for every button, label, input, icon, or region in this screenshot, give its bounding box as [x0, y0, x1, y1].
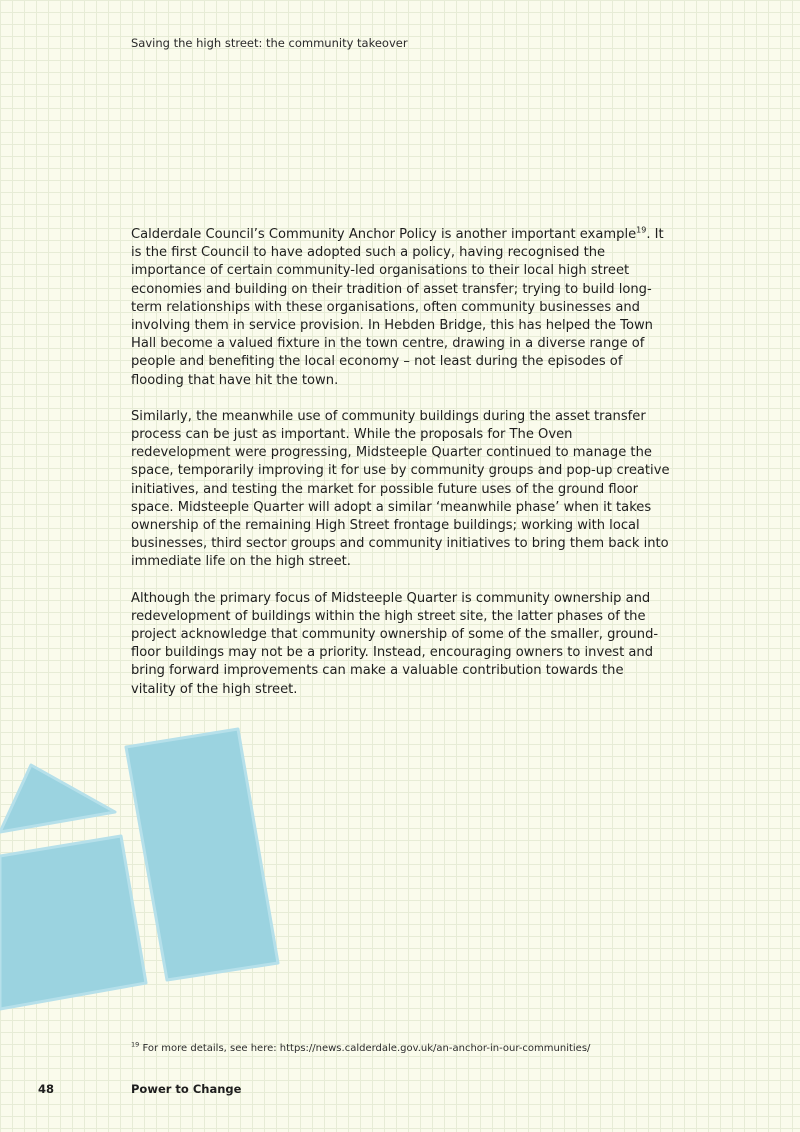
paragraph-1-lead: Calderdale Council’s Community Anchor Policy is another important example	[131, 227, 637, 242]
footnote-reference[interactable]: 19	[636, 225, 647, 235]
paragraph-3: Although the primary focus of Midsteeple Quarter is community ownership and redevelopment of buildings within the high street site, the latter phases of the project acknowledge that community ownership of some of the smaller, ground-floor buildings may not be a priority. Instead, encouraging owners to invest and bring forward improvements can make a valuable contribution towards the vitality of the high street.	[131, 590, 659, 697]
decorative-building-shapes	[0, 720, 300, 1020]
paragraph-1-trail: . It is the first Council to have adopted such a policy, having recognised the importance of certain community-led organisations to their local high street economies and building on their tradition of asset transfer; trying to build long-term relationships with these organisations, often community businesses and involving them in service provision. In Hebden Bridge, this has helped the Town Hall become a valued fixture in the town centre, drawing in a diverse range of people and benefiting the local economy – not least during the episodes of flooding that have hit the town.	[131, 227, 664, 388]
footnote-text: For more details, see here: https://news.calderdale.gov.uk/an-anchor-in-our-communities/	[139, 1043, 591, 1054]
paragraph-2: Similarly, the meanwhile use of community buildings during the asset transfer process can be just as important. While the proposals for The Oven redevelopment were progressing, Midsteeple Quarter continued to manage the space, temporarily improving it for use by community groups and pop-up creative initiatives, and testing the market for possible future uses of the ground floor space. Midsteeple Quarter will adopt a similar ‘meanwhile phase’ when it takes ownership of the remaining High Street frontage buildings; working with local businesses, third sector groups and community initiatives to bring them back into immediate life on the high street.	[131, 408, 670, 570]
tall-block-shape	[126, 729, 278, 980]
footnote-marker: 19	[131, 1040, 140, 1049]
running-header: Saving the high street: the community takeover	[131, 36, 408, 50]
body-text	[131, 226, 671, 717]
left-block-shape	[0, 836, 146, 1009]
footnote	[131, 1040, 591, 1054]
paragraph-1	[131, 226, 671, 390]
publisher-name: Power to Change	[131, 1082, 242, 1096]
roof-triangle-shape	[0, 765, 115, 832]
page-number: 48	[38, 1082, 55, 1096]
